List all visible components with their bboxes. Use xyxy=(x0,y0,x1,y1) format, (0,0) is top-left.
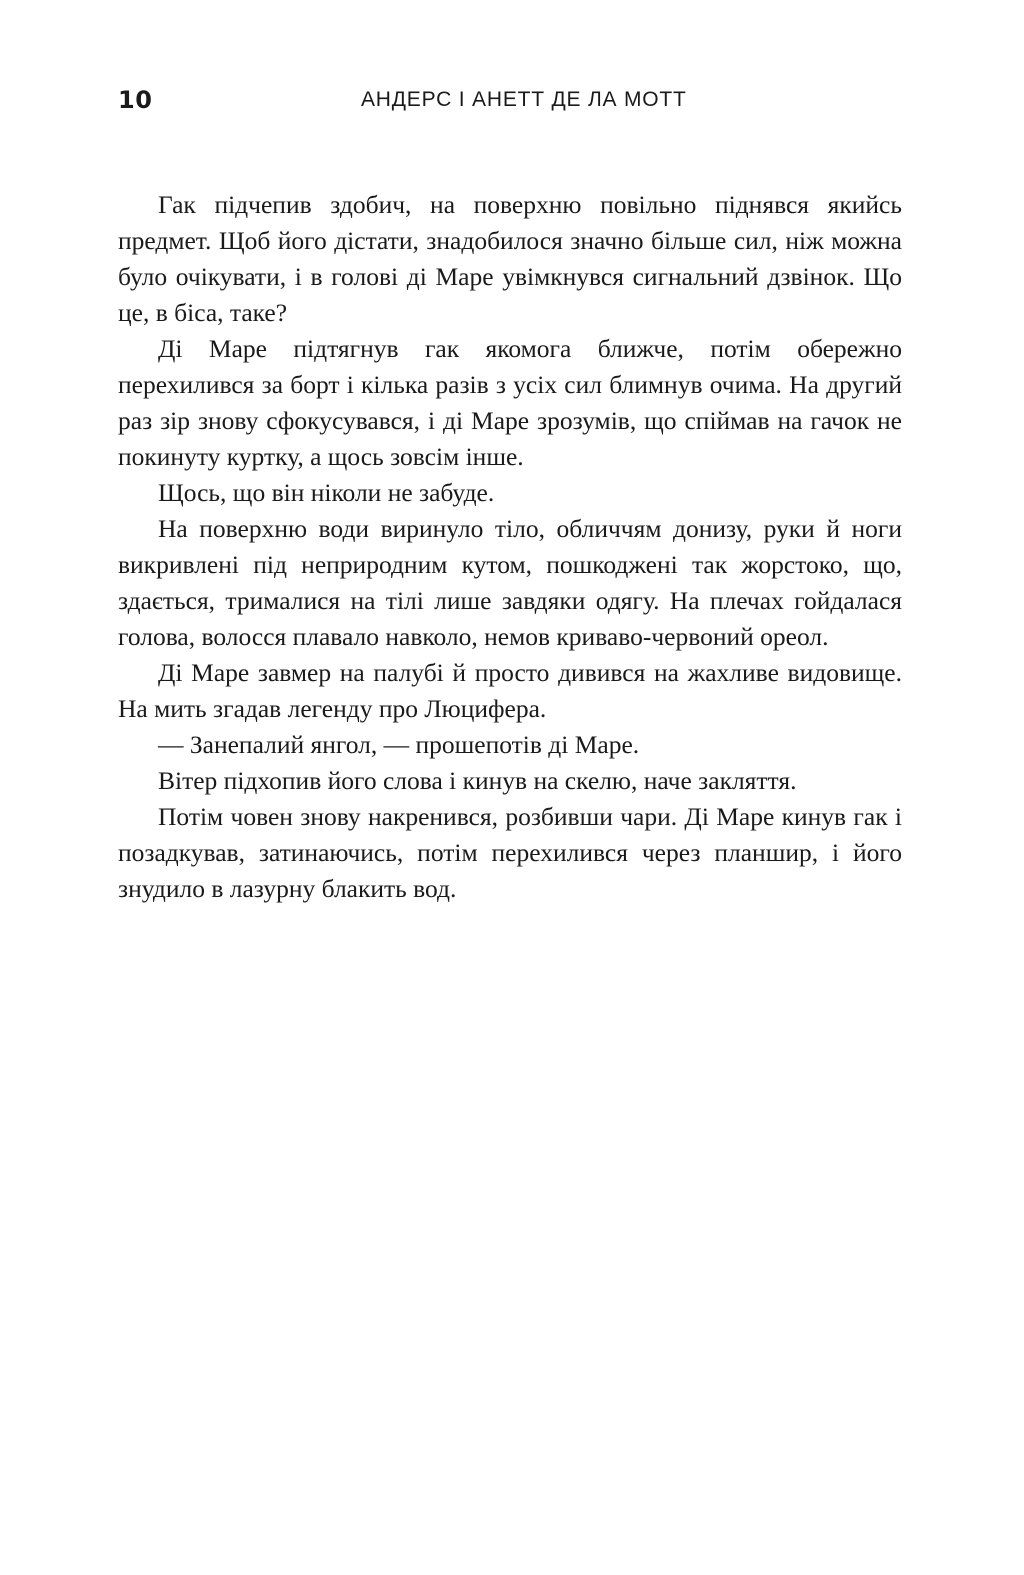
paragraph: Щось, що він ніколи не забуде. xyxy=(158,478,495,507)
paragraph: Гак підчепив здобич, на поверхню повільно піднявся якийсь предмет. Щоб його дістати, знадобилося значно більше сил, ніж можна було очікувати, і в голові ді Маре увімкнувся сигнальний дзвінок. Що це, в біса, таке? xyxy=(118,190,902,327)
running-title: АНДЕРС І АНЕТТ ДЕ ЛА МОТТ xyxy=(361,88,687,111)
paragraph: Вітер підхопив його слова і кинув на скелю, наче закляття. xyxy=(158,766,797,795)
paragraph: Потім човен знову накренився, розбивши чари. Ді Маре кинув гак і позадкував, затинаючись, потім перехилився через планшир, і його знудило в лазурну блакить вод. xyxy=(118,802,902,903)
paragraph: На поверхню води виринуло тіло, обличчям донизу, руки й ноги викривлені під неприродним кутом, пошкоджені так жорстоко, що, здається, трималися на тілі лише завдяки одягу. На плечах гойдалася голова, волосся плавало навколо, немов криваво-червоний ореол. xyxy=(118,514,902,651)
page-header xyxy=(118,82,902,118)
paragraph: — Занепалий янгол, — прошепотів ді Маре. xyxy=(158,730,640,759)
paragraph: Ді Маре завмер на палубі й просто дивився на жахливе видовище. На мить згадав легенду про Люцифера. xyxy=(118,658,902,723)
paragraph: Ді Маре підтягнув гак якомога ближче, потім обережно перехилився за борт і кілька разів з усіх сил блимнув очима. На другий раз зір знову сфокусувався, і ді Маре зрозумів, що спіймав на гачок не покинуту куртку, а щось зовсім інше. xyxy=(118,334,902,471)
body-text xyxy=(118,187,902,907)
page-number: 10 xyxy=(118,86,153,114)
